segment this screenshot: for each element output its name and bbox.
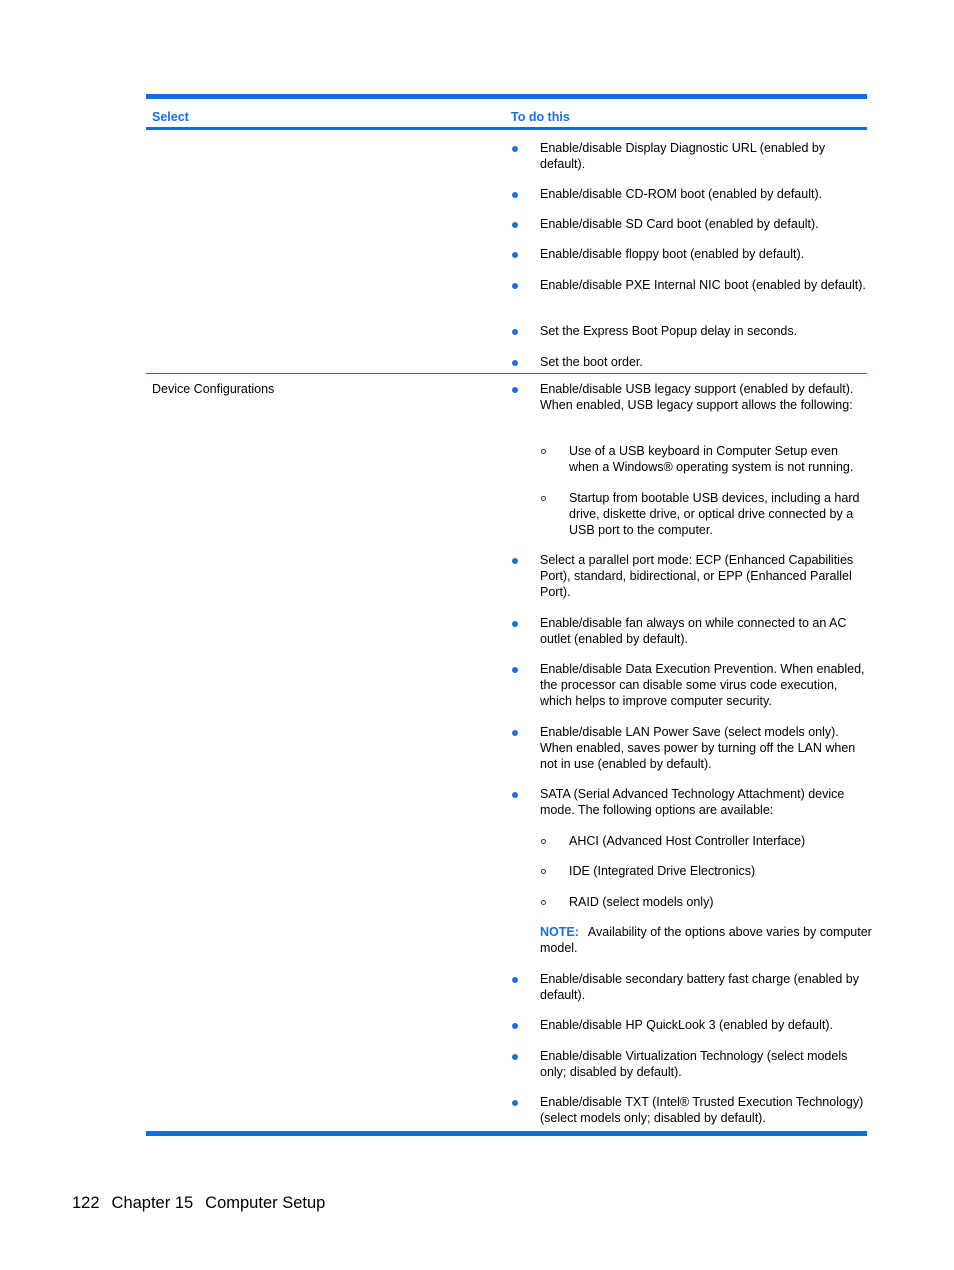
bullet-icon: [512, 329, 518, 335]
list-item: Set the boot order.: [540, 354, 872, 370]
sub-list-item: Use of a USB keyboard in Computer Setup even when a Windows® operating system is not running.: [569, 443, 869, 475]
header-todo: To do this: [511, 110, 570, 124]
sub-list-item: Startup from bootable USB devices, including a hard drive, diskette drive, or optical drive connected by a USB port to the computer.: [569, 490, 869, 538]
table-row: [146, 130, 867, 374]
list-item-dep: Enable/disable Data Execution Prevention. When enabled, the processor can disable some virus code execution, which helps to improve computer security.: [540, 661, 872, 709]
header-select: Select: [152, 110, 189, 124]
bullet-icon: [512, 222, 518, 228]
bullet-icon: [512, 1054, 518, 1060]
note-text: Availability of the options above varies by computer model.: [540, 925, 872, 955]
sub-bullet-icon: [541, 496, 546, 501]
bullet-icon: [512, 283, 518, 289]
chapter-label: Chapter 15: [111, 1194, 194, 1212]
list-item-battery: Enable/disable secondary battery fast charge (enabled by default).: [540, 971, 872, 1003]
sub-list-item: AHCI (Advanced Host Controller Interface): [569, 833, 869, 849]
list-item: Enable/disable Display Diagnostic URL (enabled by default).: [540, 140, 872, 172]
bullet-icon: [512, 192, 518, 198]
list-item-txt: Enable/disable TXT (Intel® Trusted Execution Technology) (select models only; disabled by default).: [540, 1094, 872, 1126]
row-select-cell: Device Configurations: [152, 382, 275, 396]
list-item-virtualization: Enable/disable Virtualization Technology (select models only; disabled by default).: [540, 1048, 872, 1080]
note: [540, 924, 872, 956]
list-item-parallel-port: Select a parallel port mode: ECP (Enhanced Capabilities Port), standard, bidirectional, or EPP (Enhanced Parallel Port).: [540, 552, 872, 600]
list-item-quicklook: Enable/disable HP QuickLook 3 (enabled by default).: [540, 1017, 872, 1033]
bullet-icon: [512, 621, 518, 627]
bullet-icon: [512, 667, 518, 673]
list-item-usb-legacy: Enable/disable USB legacy support (enabled by default). When enabled, USB legacy support allows the following:: [540, 381, 872, 413]
list-item: Enable/disable PXE Internal NIC boot (enabled by default).: [540, 277, 872, 293]
bullet-icon: [512, 387, 518, 393]
bullet-icon: [512, 1023, 518, 1029]
list-item-sata: SATA (Serial Advanced Technology Attachment) device mode. The following options are available:: [540, 786, 872, 818]
bullet-icon: [512, 977, 518, 983]
page-number: 122: [72, 1194, 100, 1212]
bullet-icon: [512, 360, 518, 366]
bullet-icon: [512, 1100, 518, 1106]
settings-table: [146, 94, 872, 1136]
list-item: Enable/disable floppy boot (enabled by default).: [540, 246, 872, 262]
bullet-icon: [512, 792, 518, 798]
list-item-fan: Enable/disable fan always on while connected to an AC outlet (enabled by default).: [540, 615, 872, 647]
page-footer: [72, 1193, 325, 1213]
table-header: [146, 94, 867, 130]
list-item: Enable/disable CD-ROM boot (enabled by default).: [540, 186, 872, 202]
sub-bullet-icon: [541, 900, 546, 905]
sub-bullet-icon: [541, 839, 546, 844]
list-item-lan-power-save: Enable/disable LAN Power Save (select models only). When enabled, saves power by turning off the LAN when not in use (enabled by default).: [540, 724, 872, 772]
sub-bullet-icon: [541, 449, 546, 454]
sub-list-item: IDE (Integrated Drive Electronics): [569, 863, 869, 879]
bullet-icon: [512, 146, 518, 152]
bullet-icon: [512, 252, 518, 258]
note-label: NOTE:: [540, 925, 579, 939]
bullet-icon: [512, 558, 518, 564]
bullet-icon: [512, 730, 518, 736]
list-item: Enable/disable SD Card boot (enabled by default).: [540, 216, 872, 232]
sub-list-item: RAID (select models only): [569, 894, 869, 910]
list-item: Set the Express Boot Popup delay in seconds.: [540, 323, 872, 339]
table-row: [146, 374, 872, 1136]
chapter-title: Computer Setup: [205, 1194, 326, 1212]
sub-bullet-icon: [541, 869, 546, 874]
